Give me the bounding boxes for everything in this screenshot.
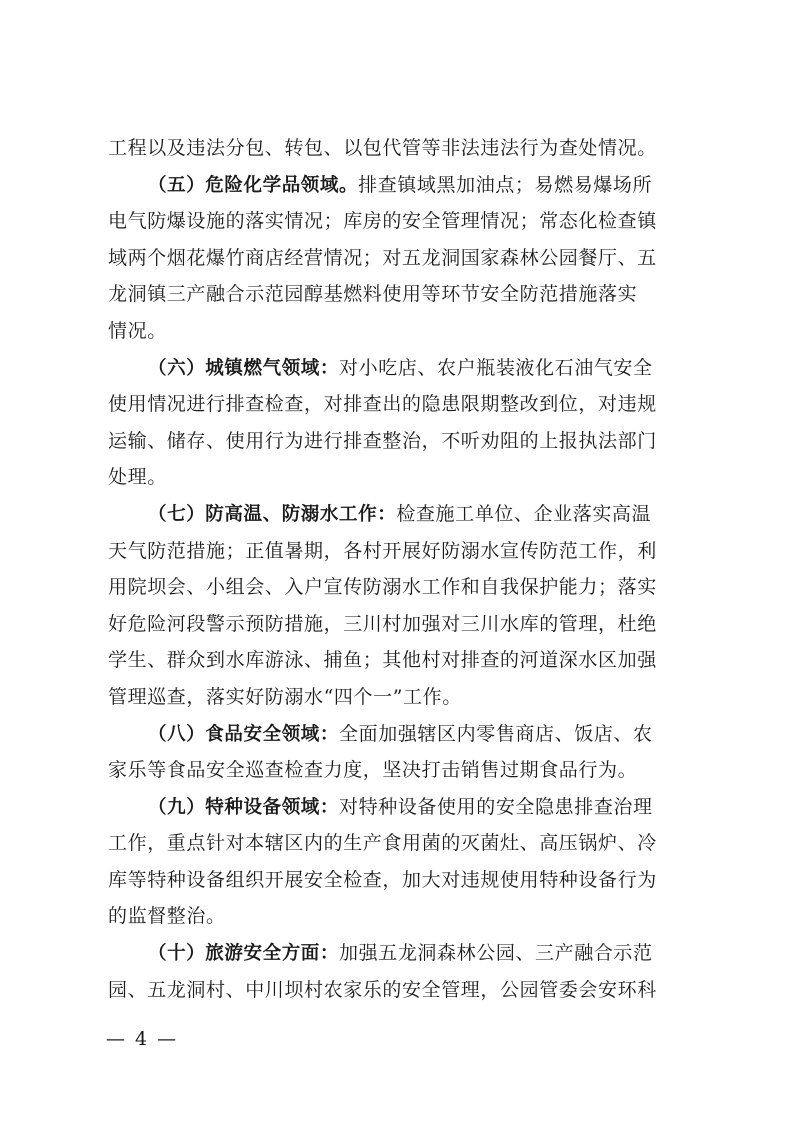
line-text: 域两个烟花爆竹商店经营情况；对五龙洞国家森林公园餐厅、五 <box>108 246 657 269</box>
section-6-heading-line <box>108 350 698 387</box>
text-line-3 <box>108 203 698 240</box>
text-line-10 <box>108 459 698 496</box>
section-9-heading: （九）特种设备领域： <box>148 796 340 818</box>
line-text: 检查施工单位、企业落实高温 <box>396 502 652 525</box>
section-6-heading: （六）城镇燃气领域： <box>148 357 340 379</box>
text-line-20 <box>108 825 698 862</box>
text-line-14 <box>108 606 698 643</box>
text-line-9 <box>108 423 698 460</box>
section-10-heading-line <box>108 935 698 972</box>
text-line-15 <box>108 642 698 679</box>
line-text: 加强五龙洞森林公园、三产融合示范 <box>339 942 653 965</box>
line-text: 园、五龙洞村、中川坝村农家乐的安全管理，公园管委会安环科 <box>108 978 657 1001</box>
line-text: 管理巡查，落实好防溺水“四个一”工作。 <box>108 685 462 708</box>
line-text: 好危险河段警示预防措施，三川村加强对三川水库的管理，杜绝 <box>108 612 657 635</box>
line-text: 家乐等食品安全巡查检查力度，坚决打击销售过期食品行为。 <box>108 759 638 782</box>
line-text: 天气防范措施；正值暑期，各村开展好防溺水宣传防范工作，利 <box>108 539 657 562</box>
text-line-22 <box>108 898 698 935</box>
text-line-21 <box>108 862 698 899</box>
line-text: 工作，重点针对本辖区内的生产食用菌的灭菌灶、高压锅炉、冷 <box>108 832 657 855</box>
text-line-12 <box>108 533 698 570</box>
line-text: 全面加强辖区内零售商店、饭店、农 <box>339 722 653 745</box>
text-line-16 <box>108 679 698 716</box>
line-text: 对小吃店、农户瓶装液化石油气安全 <box>339 356 653 379</box>
text-line-24 <box>108 972 698 1009</box>
line-text: 用院坝会、小组会、入户宣传防溺水工作和自我保护能力；落实 <box>108 576 657 599</box>
line-text: 排查镇域黑加油点；易燃易爆场所 <box>358 173 653 196</box>
section-10-heading: （十）旅游安全方面： <box>148 943 340 965</box>
text-line-4 <box>108 240 698 277</box>
line-text: 使用情况进行排查检查，对排查出的隐患限期整改到位，对违规 <box>108 393 657 416</box>
section-8-heading: （八）食品安全领域： <box>148 723 340 745</box>
section-7-heading: （七）防高温、防溺水工作： <box>148 503 397 525</box>
line-text: 情况。 <box>108 319 167 342</box>
line-text: 学生、群众到水库游泳、捕鱼；其他村对排查的河道深水区加强 <box>108 649 657 672</box>
text-line-6 <box>108 313 698 350</box>
section-8-heading-line <box>108 716 698 753</box>
section-5-heading-line <box>108 167 698 204</box>
section-5-heading: （五）危险化学品领域。 <box>148 174 359 196</box>
line-text: 龙洞镇三产融合示范园醇基燃料使用等环节安全防范措施落实 <box>108 283 638 306</box>
section-7-heading-line <box>108 496 698 533</box>
line-text: 库等特种设备组织开展安全检查，加大对违规使用特种设备行为 <box>108 868 657 891</box>
line-text: 处理。 <box>108 466 167 489</box>
text-line-5 <box>108 276 698 313</box>
text-line-18 <box>108 752 698 789</box>
line-text: 电气防爆设施的落实情况；库房的安全管理情况；常态化检查镇 <box>108 210 657 233</box>
document-body <box>108 130 698 1008</box>
line-text: 对特种设备使用的安全隐患排查治理 <box>339 795 653 818</box>
line-text: 的监督整治。 <box>108 905 226 928</box>
text-line-1 <box>108 130 698 167</box>
line-text: 运输、储存、使用行为进行排查整治，不听劝阻的上报执法部门 <box>108 429 657 452</box>
text-line-8 <box>108 386 698 423</box>
page-number: — 4 — <box>106 1028 179 1050</box>
section-9-heading-line <box>108 789 698 826</box>
line-text: 工程以及违法分包、转包、以包代管等非法违法行为查处情况。 <box>108 137 657 159</box>
text-line-13 <box>108 569 698 606</box>
